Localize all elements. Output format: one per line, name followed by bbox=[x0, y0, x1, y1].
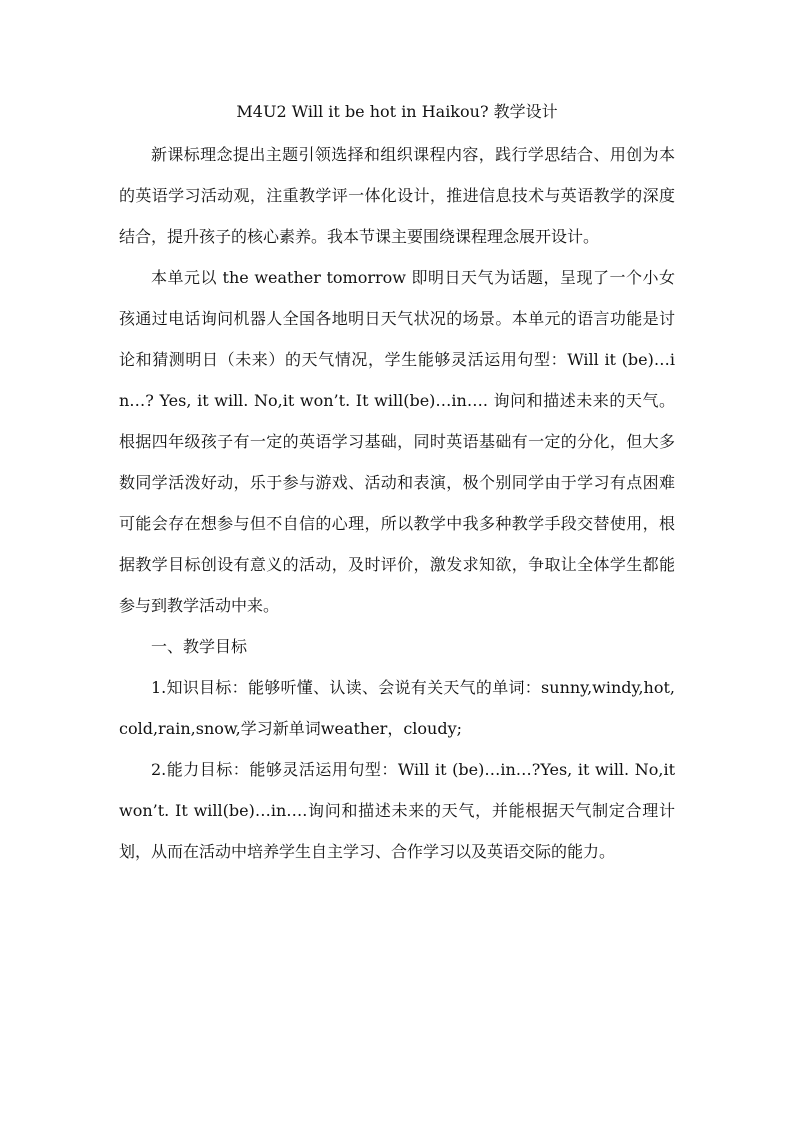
document-title: M4U2 Will it be hot in Haikou? 教学设计 bbox=[236, 102, 558, 121]
section-heading: 一、教学目标 bbox=[151, 637, 248, 656]
intro-paragraph: 新课标理念提出主题引领选择和组织课程内容，践行学思结合、用创为本的英语学习活动观，注重教学评一体化设计，推进信息技术与英语教学的深度结合，提升孩子的核心素养。我本节课主要围绕课程理念展开设计。 bbox=[119, 145, 675, 246]
unit-analysis-paragraph: 本单元以 the weather tomorrow 即明日天气为话题，呈现了一个小女孩通过电话询问机器人全国各地明日天气状况的场景。本单元的语言功能是讨论和猜测明日（未来）的天气情况，学生能够灵活运用句型：Will it (be)…in…? Yes, it will. No,it won’t. It will(be)…in…. 询问和描述未来的天气。根据四年级孩子有一定的英语学习基础，同时英语基础有一定的分化，但大多数同学活泼好动，乐于参与游戏、活动和表演，极个别同学由于学习有点困难可能会存在想参与但不自信的心理，所以教学中我多种教学手段交替使用，根据教学目标创设有意义的活动，及时评价，激发求知欲，争取让全体学生都能参与到教学活动中来。 bbox=[119, 268, 675, 615]
objective-knowledge: 1.知识目标：能够听懂、认读、会说有关天气的单词：sunny,windy,hot,cold,rain,snow,学习新单词weather，cloudy; bbox=[119, 678, 675, 738]
document-body bbox=[119, 100, 675, 872]
objective-ability: 2.能力目标：能够灵活运用句型：Will it (be)…in…?Yes, it will. No,it won’t. It will(be)…in….询问和描述未来的天气，并能根据天气制定合理计划，从而在活动中培养学生自主学习、合作学习以及英语交际的能力。 bbox=[119, 760, 675, 861]
